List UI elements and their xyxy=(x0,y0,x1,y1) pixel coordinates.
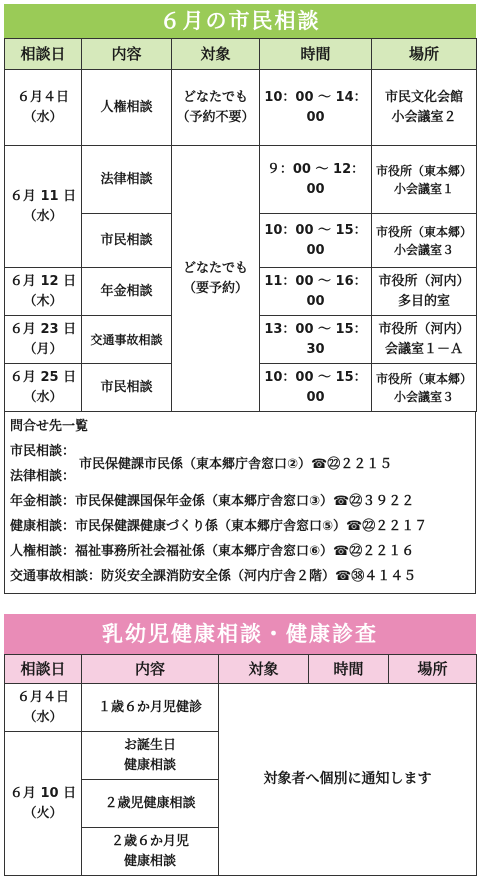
contact-label-legal: 法律相談： xyxy=(10,469,76,484)
table-row xyxy=(5,70,477,146)
place-cell: 市役所（東本郷） 小会議室３ xyxy=(372,364,477,412)
header-time: 時間 xyxy=(260,39,372,70)
header-place: 場所 xyxy=(389,655,477,684)
content-cell: 年金相談 xyxy=(82,268,172,316)
contact-text-citizen-legal: 市民保健課市民係（東本郷庁舎窓口②）☎㉒２２１５ xyxy=(79,456,393,472)
section1-title: ６月の市民相談 xyxy=(4,4,476,38)
infant-health-table xyxy=(4,654,477,876)
table-row xyxy=(5,684,477,732)
citizen-consultation-section xyxy=(4,4,476,594)
header-content: 内容 xyxy=(82,39,172,70)
contacts-title: 問合せ先一覧 xyxy=(10,419,89,434)
header-target: 対象 xyxy=(219,655,309,684)
section2-title: 乳幼児健康相談・健康診査 xyxy=(4,614,476,654)
date-cell: ６月 11 日 （水） xyxy=(5,146,82,268)
place-cell: 市役所（河内） 多目的室 xyxy=(372,268,477,316)
table-header-row xyxy=(5,39,477,70)
place-cell: 市民文化会館 小会議室２ xyxy=(372,70,477,146)
header-content: 内容 xyxy=(82,655,219,684)
content-cell: 市民相談 xyxy=(82,364,172,412)
content-cell: ２歳児健康相談 xyxy=(82,780,219,828)
contact-group-citizen-legal xyxy=(10,439,470,489)
header-date: 相談日 xyxy=(5,655,82,684)
notice-cell: 対象者へ個別に通知します xyxy=(219,684,477,876)
citizen-consultation-table xyxy=(4,38,477,412)
content-cell: 法律相談 xyxy=(82,146,172,214)
header-date: 相談日 xyxy=(5,39,82,70)
header-time: 時間 xyxy=(309,655,389,684)
content-cell: 人権相談 xyxy=(82,70,172,146)
time-cell: 11：00 ～ 16：00 xyxy=(260,268,372,316)
place-cell: 市役所（東本郷） 小会議室１ xyxy=(372,146,477,214)
contact-item: 年金相談：市民保健課国保年金係（東本郷庁舎窓口③）☎㉒３９２２ xyxy=(10,494,415,509)
time-cell: ９：00 ～ 12：00 xyxy=(260,146,372,214)
place-cell: 市役所（東本郷） 小会議室３ xyxy=(372,214,477,268)
time-cell: 10：00 ～ 15：00 xyxy=(260,364,372,412)
time-cell: 10：00 ～ 14：00 xyxy=(260,70,372,146)
table-header-row xyxy=(5,655,477,684)
date-cell: ６月 12 日 （木） xyxy=(5,268,82,316)
time-cell: 10：00 ～ 15：00 xyxy=(260,214,372,268)
content-cell: お誕生日 健康相談 xyxy=(82,732,219,780)
content-cell: ２歳６か月児 健康相談 xyxy=(82,828,219,876)
contacts-list xyxy=(4,412,476,594)
contact-item: 健康相談：市民保健課健康づくり係（東本郷庁舎窓口⑤）☎㉒２２１７ xyxy=(10,519,428,534)
content-cell: 市民相談 xyxy=(82,214,172,268)
date-cell: ６月 25 日 （水） xyxy=(5,364,82,412)
place-cell: 市役所（河内） 会議室１－Ａ xyxy=(372,316,477,364)
contact-item: 人権相談：福祉事務所社会福祉係（東本郷庁舎窓口⑥）☎㉒２２１６ xyxy=(10,544,415,559)
contact-label-citizen: 市民相談： xyxy=(10,444,76,459)
content-cell: 交通事故相談 xyxy=(82,316,172,364)
date-cell: ６月 23 日 （月） xyxy=(5,316,82,364)
date-cell: ６月 10 日 （火） xyxy=(5,732,82,876)
infant-health-section xyxy=(4,614,476,876)
time-cell: 13：00 ～ 15：30 xyxy=(260,316,372,364)
content-cell: １歳６か月児健診 xyxy=(82,684,219,732)
date-cell: ６月４日 （水） xyxy=(5,70,82,146)
table-row xyxy=(5,146,477,214)
target-cell: どなたでも （要予約） xyxy=(172,146,260,412)
header-place: 場所 xyxy=(372,39,477,70)
date-cell: ６月４日 （水） xyxy=(5,684,82,732)
header-target: 対象 xyxy=(172,39,260,70)
contact-item: 交通事故相談：防災安全課消防安全係（河内庁舎２階）☎㊳４１４５ xyxy=(10,569,417,584)
target-cell: どなたでも （予約不要） xyxy=(172,70,260,146)
